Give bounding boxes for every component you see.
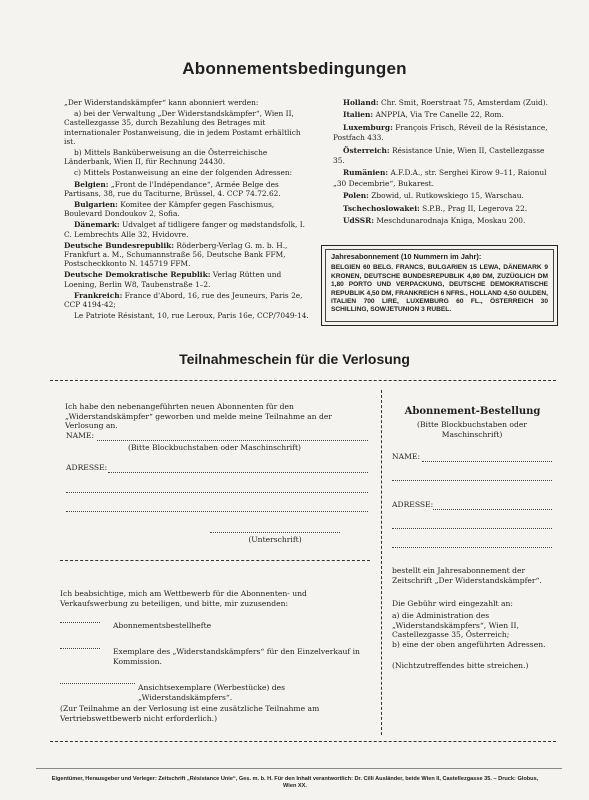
order-option-a: a) die Administration des „Widerstandskämpfers“, Wien II, Castellezgasse 35, Österreich;	[392, 611, 519, 640]
raffle-note: (Zur Teilnahme an der Verlosung ist eine zusätzliche Teilnahme am Vertriebswettbewerb nicht erforderlich.)	[60, 704, 320, 723]
address-udssr: UdSSR: Meschdunarodnaja Kniga, Moskau 200.	[343, 216, 526, 226]
name-field[interactable]	[97, 440, 368, 441]
intro-text: „Der Widerstandskämpfer“ kann abonniert werden:	[64, 98, 259, 107]
order-item-3: Ansichtsexemplare (Werbestücke) des „Widerstandskämpfers“.	[138, 683, 286, 702]
adresse-field-2[interactable]	[66, 492, 368, 493]
address-polen: Polen: Zbowid, ul. Rutkowskiego 15, Warschau.	[343, 191, 524, 201]
price-box-prices: BELGIEN 60 BELG. FRANCS, BULGARIEN 15 LEWA, DÄNEMARK 9 KRONEN, DEUTSCHE BUNDESREPUBLIK 4,80 DM, ZUZÜGLICH DM 1,80 PORTO UND VERPACKUNG, DEUTSCHE DEMOKRATISCHE REPUBLIK 4,50 DM, FRANKREICH 6 NFRS., HOLLAND 4,50 GULDEN, ITALIEN 700 LIRE, LUXEMBURG 60 FL., ÖSTERREICH 30 SCHILLING, SOWJETUNION 3 RUBEL.	[331, 264, 548, 314]
order-item-2: Exemplare des „Widerstandskämpfers“ für den Einzelverkauf in Kommission.	[113, 647, 360, 666]
order-form-hint: (Bitte Blockbuchstaben oder Maschinschrift)	[416, 420, 527, 439]
raffle-intro: Ich habe den nebenangeführten neuen Abonnenten für den „Widerstandskämpfer“ geworben und melde meine Teilnahme an der Verlosung an.	[65, 402, 332, 431]
address-belgien: Belgien: „Front de l'Indépendance“, Armée Belge des Partisans, 38, rue du Taciturne, Brüssel, 4. CCP 74.72.62.	[64, 179, 281, 198]
price-box-heading: Jahresabonnement (10 Nummern im Jahr):	[331, 252, 482, 261]
address-brd: Deutsche Bundesrepublik: Röderberg-Verlag G. m. b. H., Frankfurt a. M., Schumannstraße 56, Deutsche Bank FFM, Postscheckkonto N. 145719 FFM.	[64, 240, 288, 269]
order-item-1: Abonnementsbestellhefte	[113, 621, 212, 630]
order-item-3-field[interactable]	[60, 683, 135, 684]
right-column	[333, 98, 553, 228]
adresse-field-1[interactable]	[108, 472, 368, 473]
order-name-field-2[interactable]	[392, 480, 552, 481]
address-frankreich: Frankreich: France d'Abord, 16, rue des Jeuneurs, Paris 2e, CCP 4194-42;	[64, 290, 303, 310]
subscription-price-box	[321, 245, 558, 326]
order-option-b: b) eine der oben angeführten Adressen.	[392, 640, 546, 649]
adresse-field-3[interactable]	[66, 511, 368, 512]
signature-field[interactable]	[210, 532, 340, 533]
address-italien: Italien: ANPPIA, Via Tre Canelle 22, Rom.	[343, 110, 504, 120]
page-title: Abonnementsbedingungen	[182, 59, 407, 78]
raffle-form-title: Teilnahmeschein für die Verlosung	[179, 351, 410, 367]
competition-text: Ich beabsichtige, mich am Wettbewerb für die Abonnenten- und Verkaufswerbung zu beteiligen, und bitte, mir zuzusenden:	[60, 589, 307, 608]
option-b: b) Mittels Banküberweisung an die Österreichische Länderbank, Wien II, für Rechnung 24430.	[64, 148, 268, 167]
left-column	[64, 98, 309, 322]
order-item-2-field[interactable]	[60, 648, 100, 649]
address-holland: Holland: Chr. Smit, Roerstraat 75, Amsterdam (Zuid).	[343, 98, 548, 107]
form-divider	[381, 390, 382, 735]
address-daenemark: Dänemark: Udvalget af tidligere fanger og mødstandsfolk, I. C. Lembrechts Alle 32, Hvidovre.	[64, 220, 306, 239]
form-border-top	[50, 380, 556, 381]
address-oesterreich: Österreich: Résistance Unie, Wien II, Castellezgasse 35.	[333, 145, 545, 166]
name-hint: (Bitte Blockbuchstaben oder Maschinschrift)	[128, 443, 302, 452]
address-tschechoslowakei: Tschechoslowakei: S.P.B., Prag II, Legerova 22.	[343, 203, 528, 213]
address-rumaenien: Rumänien: A.F.D.A., str. Serghei Kirow 9–11, Raionul „30 Decembrie“, Bukarest.	[333, 168, 547, 188]
order-gebuehr: Die Gebühr wird eingezahlt an:	[392, 599, 513, 608]
order-adresse-field-1[interactable]	[433, 509, 552, 510]
option-c: c) Mittels Postanweisung an eine der folgenden Adressen:	[74, 168, 293, 178]
order-adresse-field-3[interactable]	[392, 547, 552, 548]
option-a: a) bei der Verwaltung „Der Widerstandskämpfer“, Wien II, Castellezgasse 35, durch Bezahlung des Betrages mit internationaler Postanweisung, die in jedem Postamt erhältlich ist.	[64, 109, 301, 146]
form-border-bottom	[50, 741, 556, 742]
address-luxemburg: Luxemburg: François Frisch, Réveil de la Résistance, Postfach 433.	[333, 122, 548, 143]
address-bulgarien: Bulgarien: Komitee der Kämpfer gegen Faschismus, Boulevard Dondoukov 2, Sofia.	[64, 200, 275, 219]
order-name-field[interactable]	[422, 461, 552, 462]
adresse-label: ADRESSE:	[66, 463, 108, 472]
footer-rule	[36, 768, 562, 769]
address-patriote: Le Patriote Résistant, 10, rue Leroux, Paris 16e, CCP/7049-14.	[74, 311, 309, 321]
order-adresse-field-2[interactable]	[392, 528, 552, 529]
name-label: NAME:	[66, 431, 95, 440]
order-bestellt: bestellt ein Jahresabonnement der Zeitschrift „Der Widerstandskämpfer“.	[392, 566, 542, 585]
order-form-title: Abonnement-Bestellung	[404, 406, 541, 417]
address-ddr: Deutsche Demokratische Republik: Verlag Rütten und Loening, Berlin W8, Taubenstraße 1–2.	[64, 270, 282, 289]
form-left-separator	[60, 560, 370, 561]
order-adresse-label: ADRESSE:	[392, 500, 434, 509]
order-name-label: NAME:	[392, 452, 421, 461]
imprint-footer: Eigentümer, Herausgeber und Verleger: Zeitschrift „Résistance Unie“, Ges. m. b. H. Für den Inhalt verantwortlich: Dr. Cilli Ausländer, beide Wien II, Castellezgasse 35. – Druck: Globus, Wien XX.	[51, 776, 539, 789]
order-item-1-field[interactable]	[60, 622, 100, 623]
signature-label: (Unterschrift)	[248, 535, 302, 544]
order-streichen: (Nichtzutreffendes bitte streichen.)	[392, 661, 529, 670]
